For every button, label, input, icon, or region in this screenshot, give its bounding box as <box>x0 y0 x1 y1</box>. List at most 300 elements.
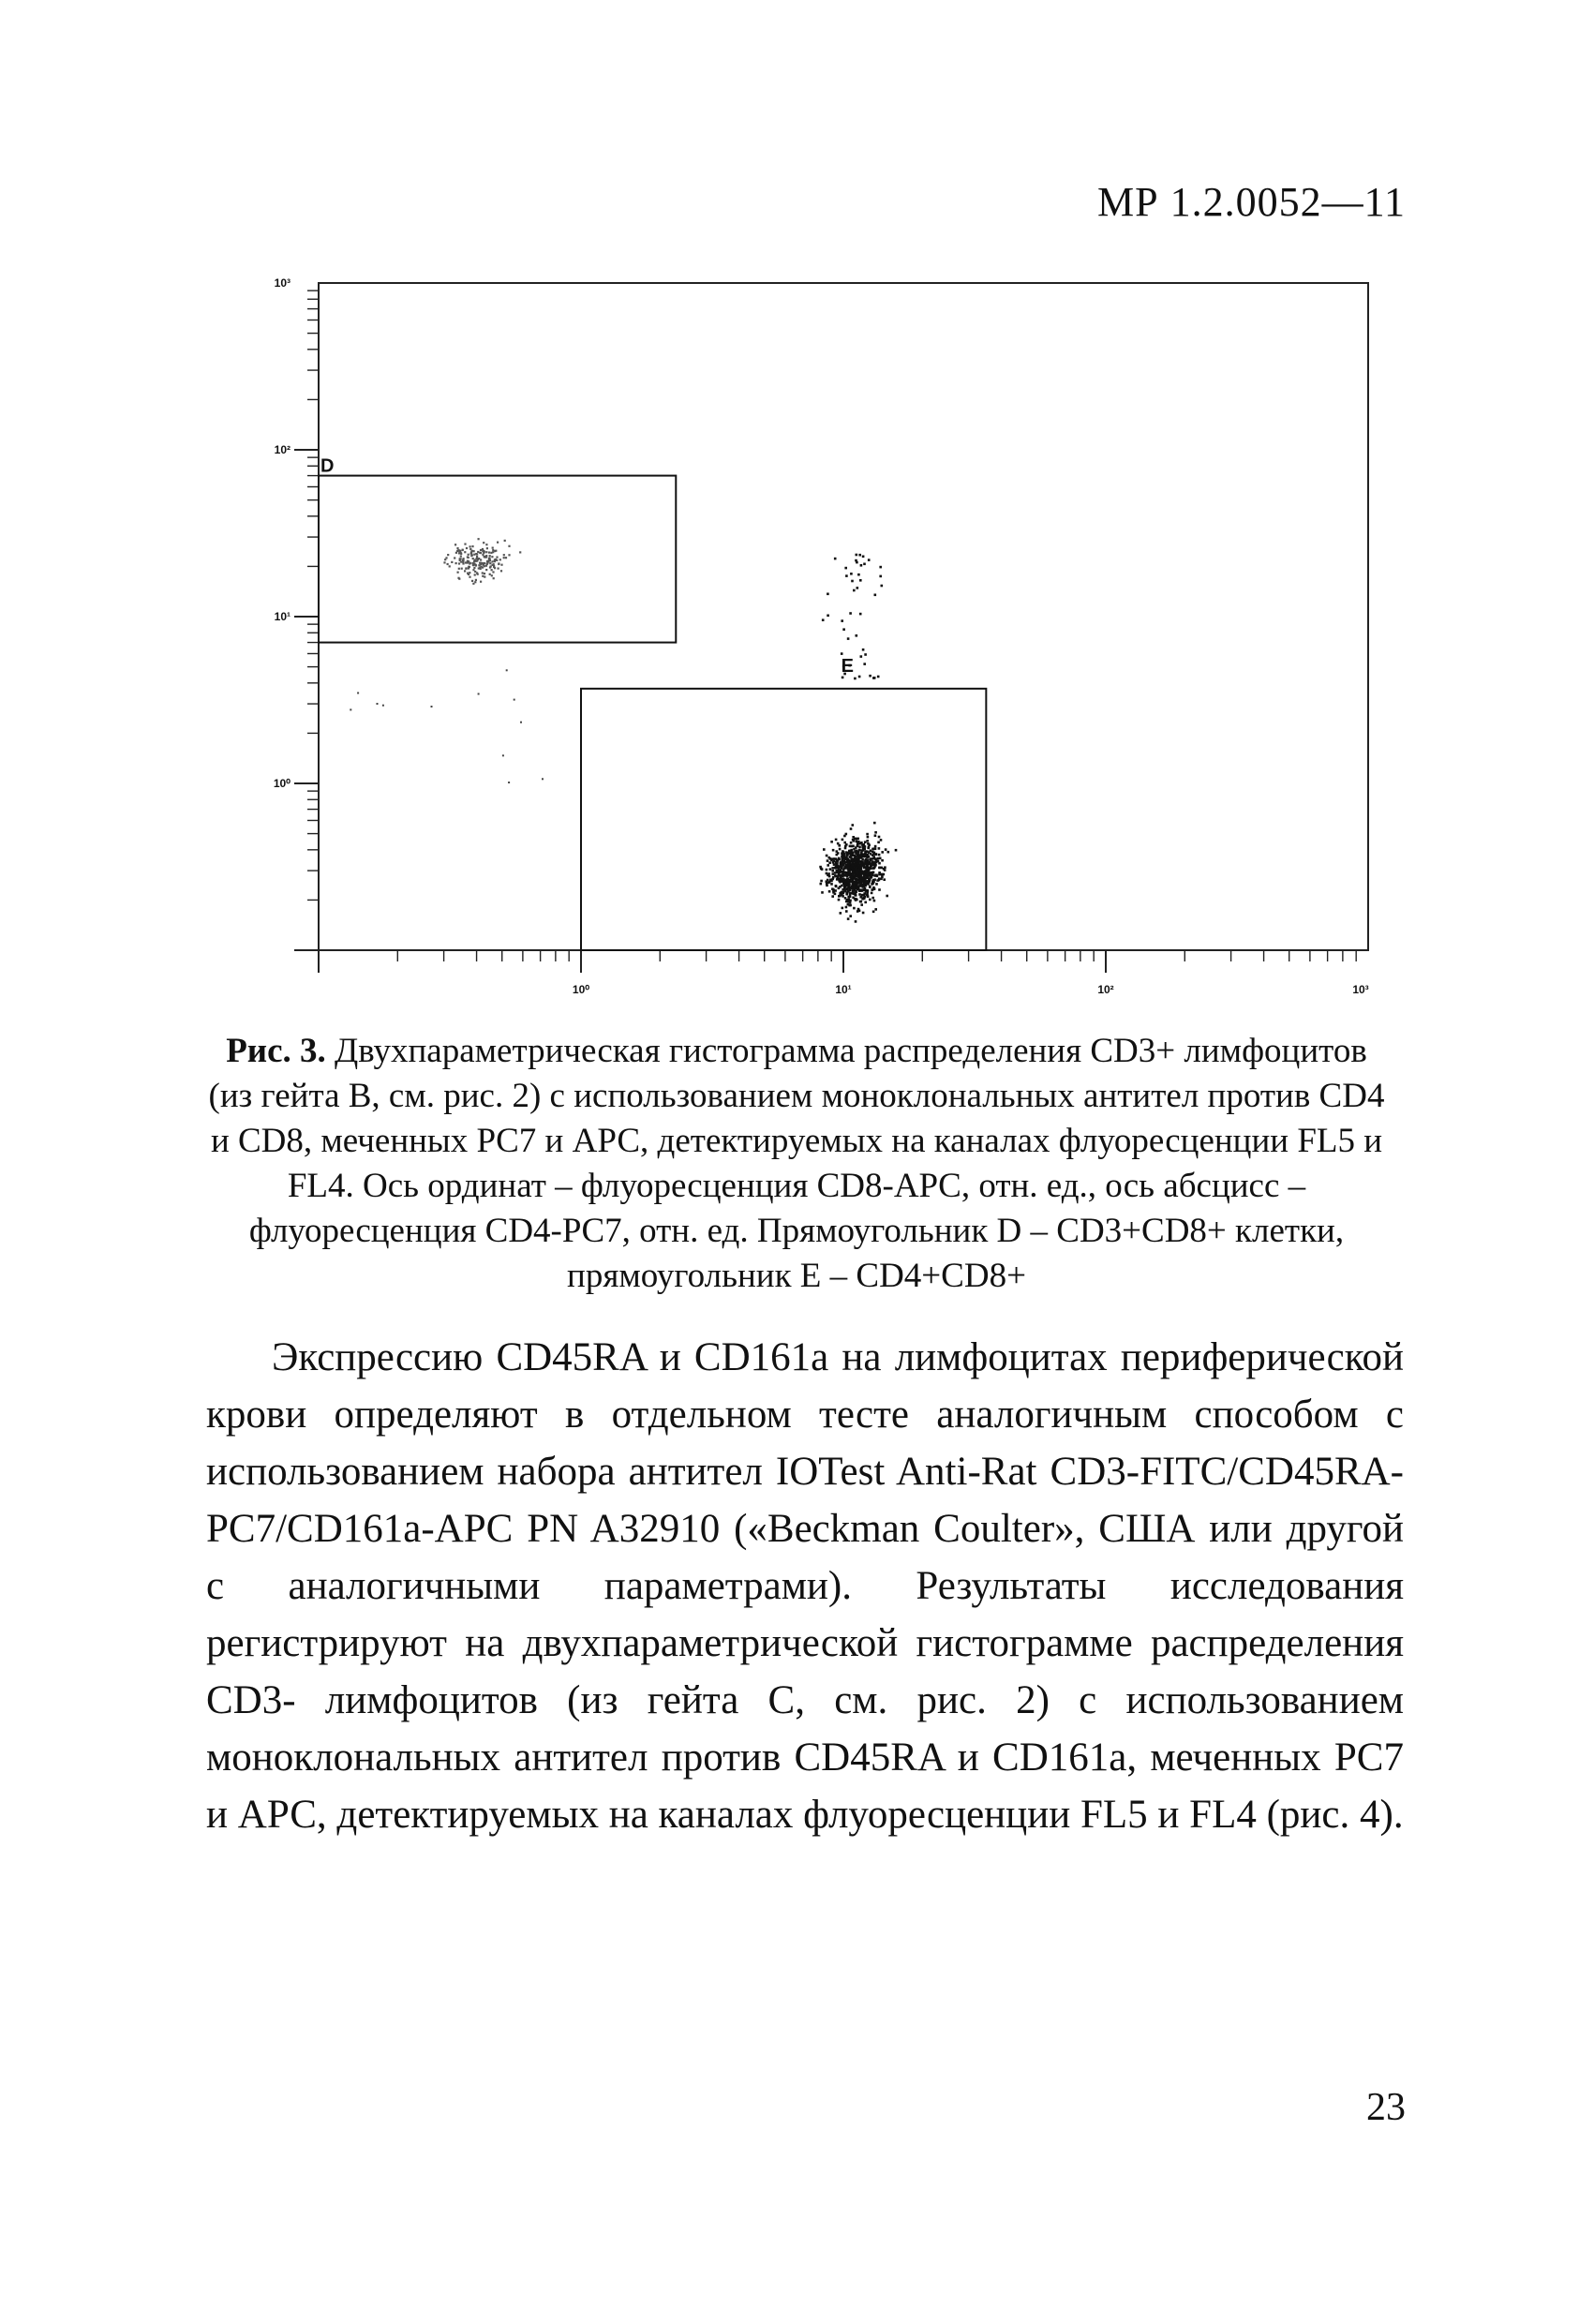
event-dot <box>830 841 833 843</box>
event-dot <box>826 880 828 883</box>
event-dot <box>482 548 484 550</box>
event-dot <box>457 572 459 574</box>
event-dot <box>492 571 494 573</box>
figure-caption-text: Двухпараметрическая гистограмма распределения CD3+ лимфоцитов (из гейта В, см. рис. 2) с использованием моноклональных антител против CD4 и CD8, меченных PC7 и АРС, детектируемых на каналах флуоресценции FL5 и FL4. Ось ординат – флуоресценция CD8-APC, отн. ед., ось абсцисс – флуоресценция CD4-PC7, отн. ед. Прямоугольник D – CD3+CD8+ клетки, прямоугольник Е – CD4+CD8+ <box>208 1032 1385 1295</box>
event-dot <box>826 869 828 872</box>
event-dot <box>864 851 867 854</box>
event-dot <box>864 841 867 843</box>
event-dot <box>491 560 493 562</box>
event-dot <box>844 897 847 900</box>
y-axis <box>294 290 319 950</box>
event-dot <box>464 570 466 572</box>
event-dot <box>854 851 857 854</box>
event-dot <box>867 842 870 845</box>
event-dot <box>867 876 870 879</box>
event-dot <box>482 567 484 569</box>
event-dot <box>842 839 844 842</box>
event-dot <box>821 868 824 871</box>
event-dot <box>866 833 869 836</box>
event-dot <box>857 862 859 865</box>
event-dot <box>830 883 833 886</box>
event-dot <box>865 881 868 884</box>
event-dot <box>878 888 881 891</box>
event-dot <box>847 903 850 906</box>
event-dot <box>826 872 828 875</box>
event-dot <box>492 549 494 551</box>
event-dot <box>849 893 852 896</box>
figure-caption <box>206 1029 1387 1299</box>
event-dot <box>856 634 858 637</box>
event-dot <box>865 884 868 886</box>
event-dot <box>881 873 884 876</box>
event-dot <box>874 834 877 837</box>
event-dot <box>858 554 861 557</box>
event-dot <box>858 849 861 852</box>
event-dot <box>499 559 501 560</box>
event-dot <box>485 569 487 571</box>
event-dot <box>867 847 870 850</box>
event-dot <box>880 839 883 842</box>
event-dot <box>844 567 847 570</box>
event-dot <box>867 883 870 886</box>
event-dot <box>831 870 834 872</box>
event-dot <box>855 846 857 849</box>
event-dot <box>462 559 464 561</box>
event-dot <box>851 885 854 887</box>
event-dot <box>462 562 464 564</box>
event-dot <box>857 587 859 589</box>
event-dot <box>473 567 475 569</box>
event-dot <box>873 847 876 850</box>
event-dot <box>505 557 507 559</box>
event-dot <box>460 558 462 559</box>
event-dot <box>874 874 877 877</box>
event-dot <box>873 900 876 902</box>
event-dot <box>468 557 469 559</box>
event-dot <box>858 860 861 863</box>
event-dot <box>859 901 862 903</box>
event-dot <box>504 540 506 542</box>
event-dot <box>852 824 855 827</box>
x-tick-label: 10³ <box>1352 983 1369 996</box>
event-dot <box>867 861 870 864</box>
event-dot <box>852 836 855 839</box>
event-dot <box>823 848 826 851</box>
event-dot <box>881 585 884 588</box>
event-dot <box>836 854 839 857</box>
event-dot <box>431 706 433 708</box>
event-dot <box>856 872 858 874</box>
event-dot <box>863 563 866 566</box>
x-tick-label: 10⁰ <box>572 983 590 996</box>
event-dot <box>860 564 863 567</box>
event-dot <box>869 675 871 678</box>
event-dot <box>476 572 478 574</box>
event-dot <box>480 559 482 560</box>
event-dot <box>854 882 857 885</box>
event-dot <box>486 560 488 562</box>
event-dot <box>500 570 502 572</box>
event-dot <box>860 852 863 855</box>
event-dot <box>880 878 883 881</box>
event-dot <box>471 562 473 564</box>
event-dot <box>859 866 862 869</box>
event-dot <box>872 911 875 914</box>
event-dot <box>472 583 474 585</box>
event-dot <box>842 875 844 878</box>
event-dot <box>869 899 871 901</box>
event-dot <box>859 874 862 877</box>
event-dot <box>484 556 485 558</box>
event-dot <box>874 908 877 911</box>
event-dot <box>469 566 470 568</box>
y-tick-label: 10⁰ <box>273 777 290 790</box>
event-dot <box>489 574 491 575</box>
event-dot <box>357 693 359 694</box>
event-dot <box>868 559 871 561</box>
event-dot <box>885 848 887 851</box>
event-dot <box>872 677 875 679</box>
event-dot <box>867 836 870 839</box>
event-dot <box>500 564 502 566</box>
event-dot <box>846 887 849 890</box>
event-dot <box>871 872 874 875</box>
event-dot <box>494 560 496 562</box>
event-dot <box>508 545 510 547</box>
event-dot <box>485 544 487 545</box>
event-dot <box>845 910 848 913</box>
event-dot <box>820 883 823 886</box>
event-dot <box>477 551 479 553</box>
event-dot <box>443 561 445 563</box>
event-dot <box>852 892 855 895</box>
event-dot <box>857 910 859 913</box>
event-dot <box>837 865 840 868</box>
event-dot <box>503 557 505 559</box>
event-dot <box>842 628 845 631</box>
event-dot <box>831 895 834 898</box>
event-dot <box>878 854 881 857</box>
event-dot <box>887 851 890 854</box>
event-dot <box>466 547 468 549</box>
event-dot <box>856 554 858 557</box>
event-dot <box>838 844 841 847</box>
event-dot <box>832 890 835 893</box>
event-dot <box>469 562 470 564</box>
event-dot <box>842 878 845 881</box>
event-dot <box>859 613 862 616</box>
event-dot <box>462 549 464 551</box>
event-dot <box>506 669 508 671</box>
event-dot <box>476 558 478 559</box>
event-dot <box>451 561 453 563</box>
event-dot <box>831 878 834 881</box>
event-dot <box>879 575 882 578</box>
event-dot <box>843 835 846 838</box>
event-dot <box>846 891 849 894</box>
event-dot <box>841 857 843 860</box>
event-dot <box>493 566 495 568</box>
event-dot <box>841 860 843 863</box>
event-dot <box>840 864 842 867</box>
event-dot <box>849 845 852 848</box>
event-dot <box>869 886 871 888</box>
event-dot <box>847 881 850 884</box>
event-dot <box>861 849 864 852</box>
event-dot <box>860 889 863 892</box>
event-dot <box>470 552 472 554</box>
event-dot <box>865 889 868 892</box>
event-dot <box>845 574 848 577</box>
event-dot <box>491 574 493 576</box>
event-dot <box>847 637 850 640</box>
event-dot <box>867 895 870 898</box>
event-dot <box>849 915 852 917</box>
event-dot <box>871 897 874 900</box>
event-dot <box>489 566 491 568</box>
event-dot <box>849 612 852 615</box>
event-dot <box>829 868 832 871</box>
event-dot <box>862 912 865 915</box>
event-dot <box>827 615 829 618</box>
event-dot <box>852 859 855 862</box>
event-dot <box>850 842 853 844</box>
event-dot <box>827 872 830 875</box>
event-dot <box>881 859 884 862</box>
event-dot <box>455 562 457 564</box>
event-dot <box>488 558 490 559</box>
event-dot <box>863 867 866 870</box>
event-dot <box>847 917 850 920</box>
event-dot <box>350 708 351 710</box>
event-dot <box>478 564 480 566</box>
event-dot <box>508 782 510 783</box>
event-dot <box>843 866 846 869</box>
event-dot <box>855 885 857 887</box>
event-dot <box>838 895 841 898</box>
event-dot <box>874 594 877 597</box>
event-dot <box>868 868 871 871</box>
event-dot <box>382 705 384 707</box>
event-dot <box>853 840 856 842</box>
event-dot <box>469 548 471 550</box>
event-dot <box>503 554 505 556</box>
event-dot <box>493 577 495 579</box>
event-dot <box>849 904 852 907</box>
event-dot <box>895 849 898 852</box>
event-dot <box>856 838 858 841</box>
event-dot <box>465 568 467 570</box>
y-tick-label: 10¹ <box>274 610 290 623</box>
event-dot <box>454 557 455 559</box>
event-dot <box>864 901 867 904</box>
event-dot <box>857 878 859 881</box>
event-dot <box>839 873 842 876</box>
event-dot <box>873 861 876 864</box>
event-dot <box>842 883 845 886</box>
event-dot <box>485 551 487 553</box>
event-dot <box>853 589 856 592</box>
event-dot <box>861 870 864 872</box>
event-dot <box>478 693 480 695</box>
event-dot <box>460 556 462 558</box>
body-paragraph: Экспрессию CD45RA и CD161a на лимфоцитах периферической крови определяют в отдельном тесте аналогичным способом с использованием набора антител IOTest Anti-Rat CD3-FITC/CD45RA-PC7/CD161a-APC PN A32910 («Beckman Coulter», США или другой с аналогичными параметрами). Результаты исследования регистрируют на двухпараметрической гистограмме распределения CD3- лимфоцитов (из гейта С, см. рис. 2) с использованием моноклональных антител против CD45RA и CD161a, меченных PC7 и АРС, детектируемых на каналах флуоресценции FL5 и FL4 (рис. 4). <box>206 1335 1404 1837</box>
event-dot <box>859 856 862 858</box>
event-dot <box>866 855 869 857</box>
event-dot <box>480 552 482 554</box>
event-dot <box>858 893 861 896</box>
event-dot <box>875 853 878 856</box>
event-dot <box>454 544 456 545</box>
event-dot <box>840 912 842 915</box>
event-dot <box>843 888 846 891</box>
event-dot <box>857 857 859 860</box>
event-dot <box>827 593 829 596</box>
event-dot <box>874 831 877 834</box>
event-dot <box>855 920 857 923</box>
event-dot <box>832 861 835 864</box>
event-dot <box>873 857 876 860</box>
event-dot <box>841 652 843 655</box>
event-dot <box>862 648 865 651</box>
event-dot <box>879 857 882 860</box>
event-dots <box>350 538 897 923</box>
event-dot <box>839 848 842 851</box>
event-dot <box>838 899 841 901</box>
event-dot <box>496 557 498 559</box>
event-dot <box>852 880 855 883</box>
event-dot <box>491 569 493 571</box>
event-dot <box>855 890 857 893</box>
event-dot <box>834 558 837 560</box>
event-dot <box>856 841 858 843</box>
event-dot <box>842 907 844 910</box>
event-dot <box>486 547 488 549</box>
event-dot <box>821 891 824 894</box>
event-dot <box>831 867 834 870</box>
event-dot <box>879 566 882 569</box>
event-dot <box>877 676 880 678</box>
event-dot <box>455 552 457 554</box>
event-dot <box>835 857 838 860</box>
event-dot <box>473 550 475 552</box>
event-dot <box>864 653 867 656</box>
event-dot <box>832 872 835 875</box>
event-dot <box>484 573 485 574</box>
event-dot <box>494 550 496 552</box>
event-dot <box>843 857 846 859</box>
event-dot <box>480 568 482 570</box>
event-dot <box>484 576 485 578</box>
event-dot <box>834 867 837 870</box>
event-dot <box>835 839 838 842</box>
event-dot <box>844 874 847 877</box>
event-dot <box>447 563 449 565</box>
event-dot <box>872 881 875 884</box>
x-tick-label: 10² <box>1097 983 1114 996</box>
event-dot <box>842 677 844 679</box>
event-dot <box>860 903 863 906</box>
event-dot <box>845 851 848 854</box>
event-dot <box>828 857 831 859</box>
event-dot <box>857 841 860 843</box>
event-dot <box>843 842 846 844</box>
event-dot <box>469 572 470 574</box>
event-dot <box>842 863 844 866</box>
event-dot <box>857 875 860 878</box>
event-dot <box>838 887 841 890</box>
event-dot <box>854 678 857 680</box>
event-dot <box>857 574 860 576</box>
event-dot <box>851 876 854 879</box>
event-dot <box>878 836 881 839</box>
event-dot <box>834 893 837 896</box>
page-number: 23 <box>1366 2086 1406 2129</box>
event-dot <box>826 855 828 857</box>
event-dot <box>471 545 473 547</box>
event-dot <box>461 568 463 570</box>
event-dot <box>869 879 871 882</box>
event-dot <box>863 862 866 865</box>
event-dot <box>489 562 491 564</box>
event-dot <box>850 573 853 575</box>
event-dot <box>858 885 861 887</box>
event-dot <box>474 581 476 583</box>
event-dot <box>852 864 855 867</box>
event-dot <box>868 873 871 876</box>
event-dot <box>847 861 850 864</box>
y-tick-label: 10³ <box>274 276 290 290</box>
event-dot <box>469 545 471 547</box>
event-dot <box>457 549 459 551</box>
event-dot <box>498 568 499 570</box>
event-dot <box>858 676 861 678</box>
event-dot <box>827 882 830 885</box>
event-dot <box>858 846 861 849</box>
event-dot <box>492 564 494 566</box>
event-dot <box>449 565 451 567</box>
event-dot <box>827 864 829 867</box>
event-dot <box>849 850 852 853</box>
event-dot <box>519 551 521 553</box>
event-dot <box>475 579 477 581</box>
event-dot <box>843 853 846 856</box>
event-dot <box>842 895 844 898</box>
event-dot <box>485 565 487 567</box>
event-dot <box>884 869 886 872</box>
event-dot <box>826 885 828 887</box>
event-dot <box>490 552 492 554</box>
event-dot <box>871 851 874 854</box>
x-axis <box>319 950 1356 973</box>
event-dot <box>842 871 845 873</box>
event-dot <box>820 880 823 883</box>
event-dot <box>377 703 379 705</box>
event-dot <box>876 879 879 882</box>
event-dot <box>860 655 863 658</box>
event-dot <box>467 561 469 563</box>
event-dot <box>476 553 478 555</box>
event-dot <box>849 856 852 858</box>
event-dot <box>476 556 478 558</box>
event-dot <box>484 551 485 553</box>
event-dot <box>862 876 865 879</box>
event-dot <box>840 877 842 880</box>
event-dot <box>481 562 483 564</box>
event-dot <box>482 554 484 556</box>
event-dot <box>851 854 854 857</box>
event-dot <box>878 847 881 850</box>
